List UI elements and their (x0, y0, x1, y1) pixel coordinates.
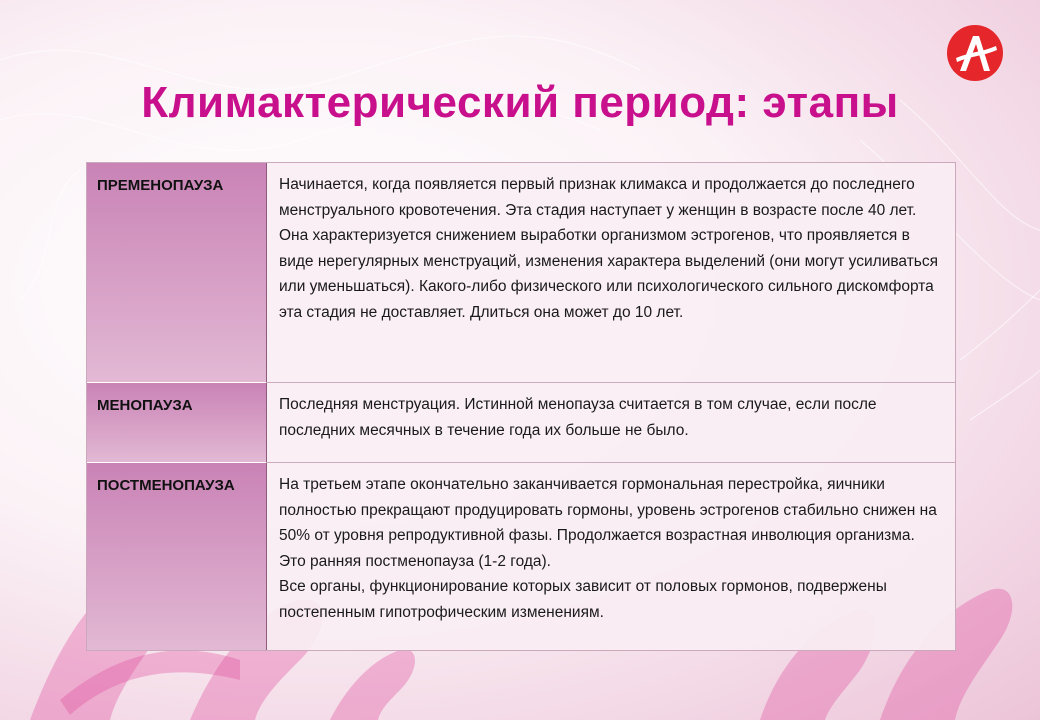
stage-description-postmenopause (267, 463, 955, 650)
stage-paragraph: Она характеризуется снижением выработки организмом эстрогенов, что проявляется в виде нерегулярных менструаций, изменения характера выделений (они могут усиливаться или уменьшаться). Какого-либо физического или психологического сильного дискомфорта эта стадия не доставляет. Длиться она может до 10 лет. (279, 227, 939, 321)
stages-table (86, 162, 956, 651)
stage-paragraph: Все органы, функционирование которых зависит от половых гормонов, подвержены постепенным гипотрофическим изменениям. (279, 578, 887, 621)
slide-title: Климактерический период: этапы (141, 78, 899, 127)
stage-name-premenopause: ПРЕМЕНОПАУЗА (87, 163, 267, 383)
stage-name-postmenopause: ПОСТМЕНОПАУЗА (87, 463, 267, 650)
stage-description-premenopause (267, 163, 955, 383)
stage-paragraph: На третьем этапе окончательно заканчивается гормональная перестройка, яичники полностью прекращают продуцировать гормоны, уровень эстрогенов стабильно снижен на 50% от уровня репродуктивной фазы. Продолжается возрастная инволюция организма. Это ранняя постменопауза (1-2 года). (279, 476, 937, 570)
stage-name-menopause: МЕНОПАУЗА (87, 383, 267, 463)
stage-description-menopause (267, 383, 955, 463)
stylized-a-logo-icon (946, 24, 1004, 82)
stage-paragraph: Начинается, когда появляется первый признак климакса и продолжается до последнего менструального кровотечения. Эта стадия наступает у женщин в возрасте после 40 лет. (279, 176, 917, 219)
stage-paragraph: Последняя менструация. Истинной менопауза считается в том случае, если после последних месячных в течение года их больше не было. (279, 396, 877, 439)
